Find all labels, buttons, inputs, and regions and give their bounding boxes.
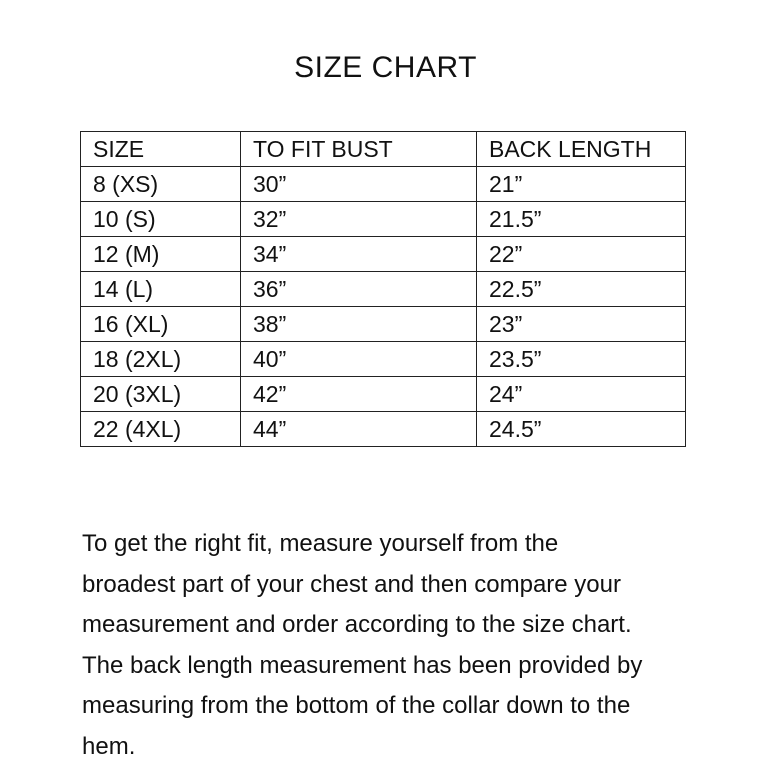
bust-cell: 30” [241,167,477,202]
size-cell: 12 (M) [81,237,241,272]
table-header-row [81,132,686,167]
note-line: broadest part of your chest and then compare your [82,570,621,598]
bust-cell: 32” [241,202,477,237]
bust-cell: 38” [241,307,477,342]
size-cell: 20 (3XL) [81,377,241,412]
bust-cell: 34” [241,237,477,272]
bust-cell: 40” [241,342,477,377]
table-row [81,202,686,237]
table-row [81,412,686,447]
size-cell: 10 (S) [81,202,241,237]
size-cell: 18 (2XL) [81,342,241,377]
size-cell: 14 (L) [81,272,241,307]
note-line: measurement and order according to the size chart. [82,611,632,638]
table-row [81,237,686,272]
back-length-cell: 22.5” [477,272,686,307]
fit-instructions [82,524,742,767]
back-length-cell: 23” [477,307,686,342]
note-line: The back length measurement has been provided by [82,651,643,679]
table-row [81,307,686,342]
bust-cell: 42” [241,377,477,412]
note-line: To get the right fit, measure yourself from the [82,530,559,557]
back-length-cell: 24.5” [477,412,686,447]
column-header-size: SIZE [81,132,241,167]
column-header-back-length: BACK LENGTH [477,132,686,167]
bust-cell: 36” [241,272,477,307]
table-row [81,167,686,202]
back-length-cell: 21” [477,167,686,202]
table-row [81,342,686,377]
size-cell: 16 (XL) [81,307,241,342]
note-line: hem. [82,732,136,760]
size-cell: 8 (XS) [81,167,241,202]
back-length-cell: 21.5” [477,202,686,237]
table-row [81,377,686,412]
back-length-cell: 22” [477,237,686,272]
table-row [81,272,686,307]
size-cell: 22 (4XL) [81,412,241,447]
back-length-cell: 24” [477,377,686,412]
bust-cell: 44” [241,412,477,447]
column-header-bust: TO FIT BUST [241,132,477,167]
size-chart-table [80,131,686,447]
page-title: SIZE CHART [294,51,477,84]
note-line: measuring from the bottom of the collar down to the [82,692,631,719]
back-length-cell: 23.5” [477,342,686,377]
